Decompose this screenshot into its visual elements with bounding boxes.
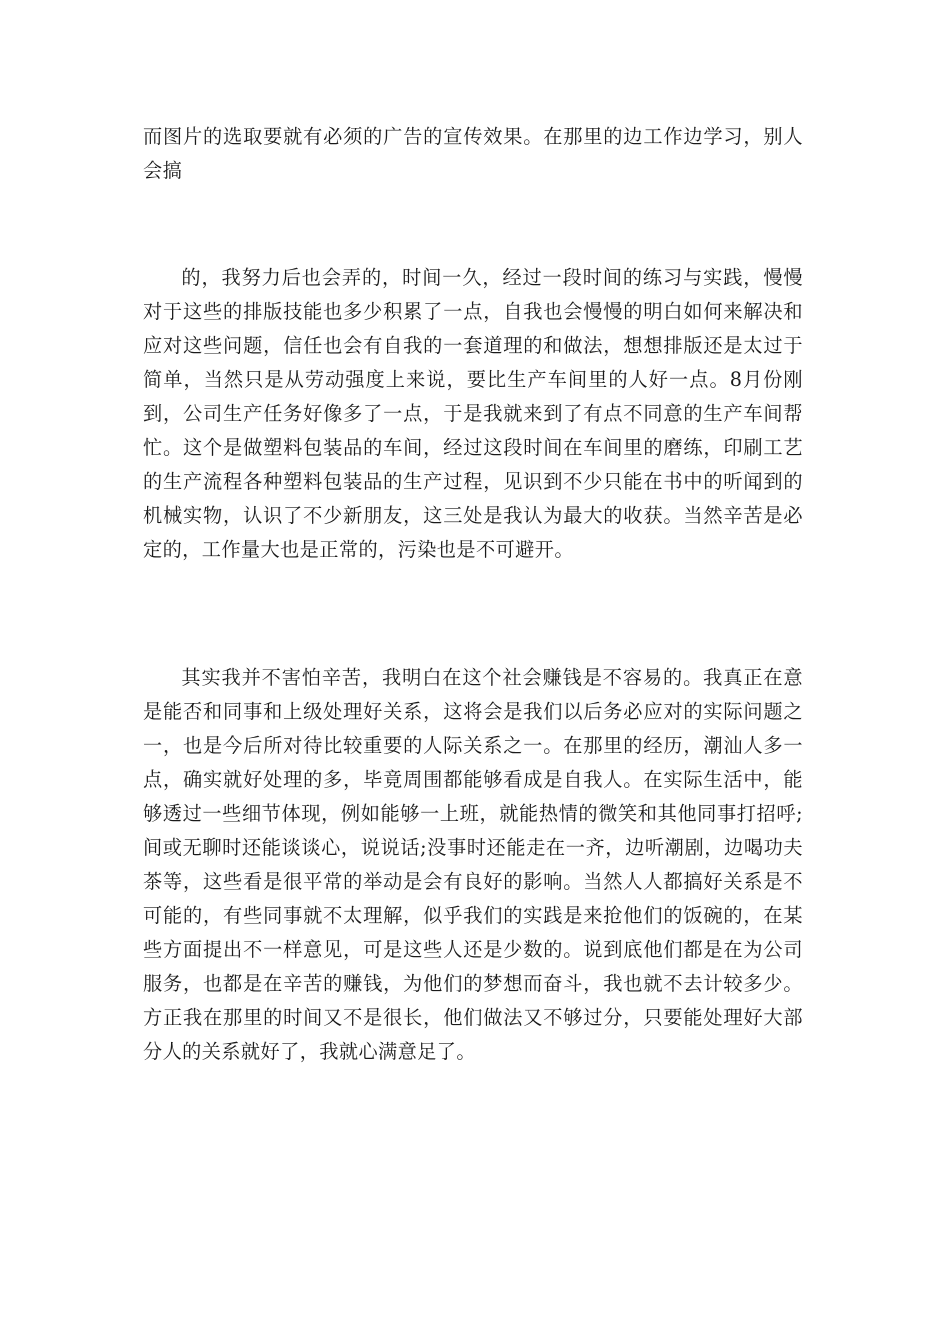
paragraph-relationships: 其实我并不害怕辛苦，我明白在这个社会赚钱是不容易的。我真正在意是能否和同事和上级处理好关系，这将会是我们以后务必应对的实际问题之一，也是今后所对待比较重要的人际关系之一。在那里的经历，潮汕人多一点，确实就好处理的多，毕竟周围都能够看成是自我人。在实际生活中，能够透过一些细节体现，例如能够一上班，就能热情的微笑和其他同事打招呼;间或无聊时还能谈谈心，说说话;没事时还能走在一齐，边听潮剧，边喝功夫茶等，这些看是很平常的举动是会有良好的影响。当然人人都搞好关系是不可能的，有些同事就不太理解，似乎我们的实践是来抢他们的饭碗的，在某些方面提出不一样意见，可是这些人还是少数的。说到底他们都是在为公司服务，也都是在辛苦的赚钱，为他们的梦想而奋斗，我也就不去计较多少。方正我在那里的时间又不是很长，他们做法又不够过分，只要能处理好大部分人的关系就好了，我就心满意足了。 xyxy=(143,666,803,1063)
paragraph-continuation: 而图片的选取要就有必须的广告的宣传效果。在那里的边工作边学习，别人会搞 xyxy=(143,125,803,182)
paragraph-workshop-experience: 的，我努力后也会弄的，时间一久，经过一段时间的练习与实践，慢慢对于这些的排版技能也多少积累了一点，自我也会慢慢的明白如何来解决和应对这些问题，信任也会有自我的一套道理的和做法，想想排版还是太过于简单，当然只是从劳动强度上来说，要比生产车间里的人好一点。8月份刚到，公司生产任务好像多了一点，于是我就来到了有点不同意的生产车间帮忙。这个是做塑料包装品的车间，经过这段时间在车间里的磨练，印刷工艺的生产流程各种塑料包装品的生产过程，见识到不少只能在书中的听闻到的机械实物，认识了不少新朋友，这三处是我认为最大的收获。当然辛苦是必定的，工作量大也是正常的，污染也是不可避开。 xyxy=(143,266,803,561)
